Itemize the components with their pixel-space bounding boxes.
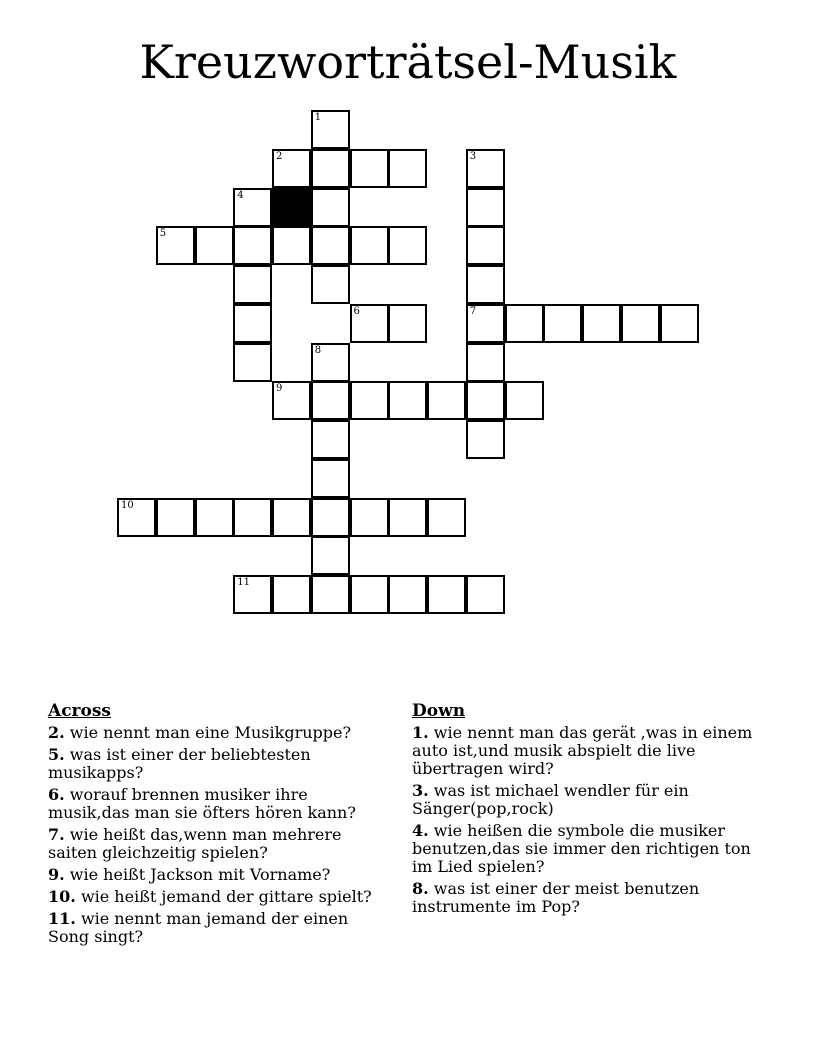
grid-cell[interactable]	[543, 304, 582, 343]
clue-number: 8.	[412, 879, 429, 898]
grid-cell[interactable]	[311, 226, 350, 265]
grid-cell[interactable]	[233, 575, 272, 614]
clue-number: 3	[469, 150, 477, 162]
clue-number: 3.	[412, 781, 429, 800]
clue-item	[412, 822, 772, 876]
grid-cell[interactable]	[388, 498, 427, 537]
grid-cell[interactable]	[350, 575, 389, 614]
clue-text: wie heißt das,wenn man mehrere saiten gleichzeitig spielen?	[48, 825, 342, 862]
clue-item	[412, 782, 772, 818]
grid-cell[interactable]	[466, 575, 505, 614]
grid-cell[interactable]	[233, 226, 272, 265]
clue-text: wie heißt jemand der gittare spielt?	[80, 887, 372, 906]
across-clue-list	[48, 724, 383, 946]
grid-cell[interactable]	[466, 343, 505, 382]
grid-cell[interactable]	[233, 304, 272, 343]
grid-cell[interactable]	[466, 381, 505, 420]
clue-text: wie heißt Jackson mit Vorname?	[69, 865, 331, 884]
clue-text: worauf brennen musiker ihre musik,das man sie öfters hören kann?	[48, 785, 356, 822]
grid-cell[interactable]	[350, 304, 389, 343]
clue-number: 9.	[48, 865, 65, 884]
down-clues	[412, 702, 772, 920]
clue-number: 5	[159, 228, 167, 240]
clue-text: wie heißen die symbole die musiker benutzen,das sie immer den richtigen ton im Lied spielen?	[412, 821, 751, 876]
grid-cell[interactable]	[311, 536, 350, 575]
clue-item	[48, 866, 383, 884]
clue-number: 5.	[48, 745, 65, 764]
clue-item	[48, 888, 383, 906]
grid-cell[interactable]	[195, 498, 234, 537]
page-title: Kreuzworträtsel-Musik	[139, 35, 677, 89]
grid-cell[interactable]	[427, 575, 466, 614]
across-clues	[48, 702, 383, 950]
clue-text: wie nennt man eine Musikgruppe?	[69, 723, 352, 742]
grid-cell[interactable]	[272, 498, 311, 537]
clue-number: 2	[276, 150, 283, 162]
clue-item	[412, 880, 772, 916]
grid-cell[interactable]	[350, 226, 389, 265]
clue-number: 10.	[48, 887, 76, 906]
grid-cell[interactable]	[582, 304, 621, 343]
clue-number: 4	[237, 189, 244, 201]
clue-item	[48, 746, 383, 782]
down-heading: Down	[412, 701, 466, 721]
grid-cell[interactable]	[388, 226, 427, 265]
clue-text: wie nennt man jemand der einen Song singt?	[48, 909, 349, 946]
grid-cell[interactable]	[505, 304, 544, 343]
grid-cell[interactable]	[388, 149, 427, 188]
grid-cell[interactable]	[621, 304, 660, 343]
grid-cell[interactable]	[311, 265, 350, 304]
grid-cell[interactable]	[311, 381, 350, 420]
grid-cell[interactable]	[195, 226, 234, 265]
clue-number: 6	[353, 305, 360, 317]
grid-cell[interactable]	[466, 226, 505, 265]
grid-cell[interactable]	[388, 575, 427, 614]
grid-cell[interactable]	[311, 110, 350, 149]
grid-cell[interactable]	[505, 381, 544, 420]
grid-cell[interactable]	[311, 459, 350, 498]
clue-number: 9	[276, 383, 283, 395]
grid-cell[interactable]	[311, 343, 350, 382]
across-heading: Across	[48, 701, 111, 721]
grid-cell[interactable]	[311, 498, 350, 537]
grid-cell[interactable]	[466, 149, 505, 188]
grid-cell[interactable]	[466, 304, 505, 343]
grid-cell[interactable]	[272, 381, 311, 420]
grid-cell[interactable]	[233, 188, 272, 227]
grid-cell[interactable]	[466, 265, 505, 304]
grid-cell[interactable]	[156, 498, 195, 537]
clue-item	[48, 724, 383, 742]
clue-number: 4.	[412, 821, 429, 840]
grid-cell[interactable]	[233, 343, 272, 382]
grid-cell[interactable]	[233, 265, 272, 304]
clue-number: 8	[314, 344, 322, 356]
grid-cell[interactable]	[466, 420, 505, 459]
grid-cell[interactable]	[272, 226, 311, 265]
clue-item	[48, 826, 383, 862]
grid-cell[interactable]	[272, 149, 311, 188]
grid-cell[interactable]	[117, 498, 156, 537]
grid-cell[interactable]	[156, 226, 195, 265]
clue-number: 1.	[412, 723, 429, 742]
clue-text: was ist michael wendler für ein Sänger(pop,rock)	[412, 781, 689, 818]
clue-item	[48, 910, 383, 946]
clue-number: 1	[314, 112, 322, 123]
grid-cell[interactable]	[388, 381, 427, 420]
clue-number: 6.	[48, 785, 65, 804]
grid-cell[interactable]	[311, 188, 350, 227]
grid-cell[interactable]	[311, 575, 350, 614]
grid-cell[interactable]	[466, 188, 505, 227]
grid-cell[interactable]	[350, 149, 389, 188]
grid-cell[interactable]	[427, 381, 466, 420]
black-cell	[272, 188, 311, 227]
grid-cell[interactable]	[427, 498, 466, 537]
clue-text: wie nennt man das gerät ,was in einem auto ist,und musik abspielt die live übertragen wird?	[412, 723, 753, 778]
clue-text: was ist einer der meist benutzen instrumente im Pop?	[412, 879, 700, 916]
clue-number: 11.	[48, 909, 76, 928]
clue-item	[48, 786, 383, 822]
clue-number: 7.	[48, 825, 65, 844]
clue-number: 2.	[48, 723, 65, 742]
grid-cell[interactable]	[311, 420, 350, 459]
grid-cell[interactable]	[350, 381, 389, 420]
grid-cell[interactable]	[350, 498, 389, 537]
clue-item	[412, 724, 772, 778]
clue-number: 7	[469, 305, 477, 317]
grid-cell[interactable]	[660, 304, 699, 343]
grid-cell[interactable]	[311, 149, 350, 188]
grid-cell[interactable]	[272, 575, 311, 614]
clue-text: was ist einer der beliebtesten musikapps?	[48, 745, 311, 782]
clue-number: 10	[121, 499, 134, 511]
clue-number: 11	[237, 577, 250, 588]
grid-cell[interactable]	[388, 304, 427, 343]
down-clue-list	[412, 724, 772, 916]
grid-cell[interactable]	[233, 498, 272, 537]
